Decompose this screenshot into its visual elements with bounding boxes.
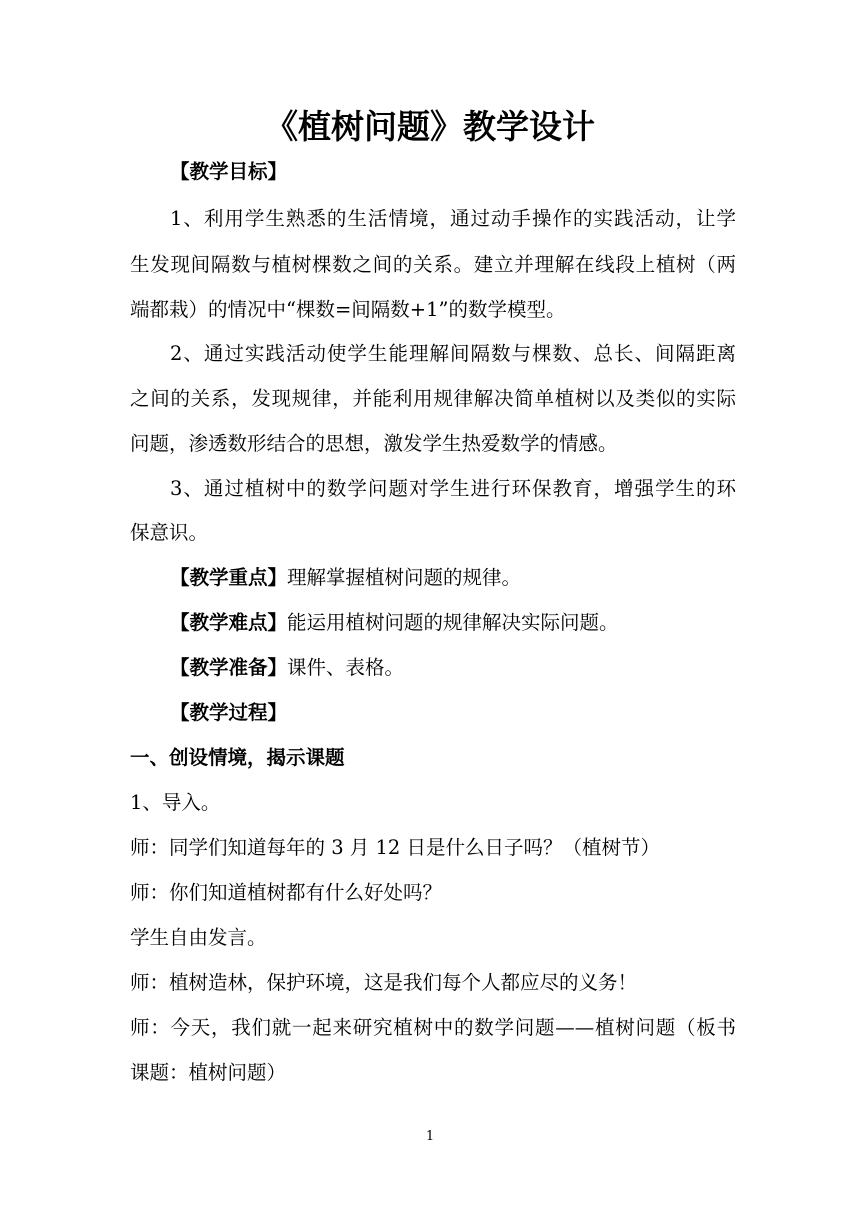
objective-2-line-3: 问题，渗透数形结合的思想，激发学生热爱数学的情感。	[130, 432, 618, 455]
process-line-1: 1、导入。	[130, 791, 221, 814]
process-line-4: 学生自由发言。	[130, 926, 267, 949]
objective-1-line-3: 端都栽）的情况中“棵数=间隔数+1”的数学模型。	[130, 298, 566, 321]
difficulty-heading: 【教学难点】	[170, 611, 288, 634]
process-heading: 【教学过程】	[170, 701, 288, 724]
objective-3-line-1: 3、通过植树中的数学问题对学生进行环保教育，增强学生的环	[170, 477, 736, 500]
process-line-2: 师：同学们知道每年的 3 月 12 日是什么日子吗？（植树节）	[130, 836, 661, 859]
document-title: 《植树问题》教学设计	[265, 107, 595, 146]
key-point-row	[170, 563, 776, 593]
key-point-text: 理解掌握植树问题的规律。	[287, 566, 522, 589]
difficulty-row	[170, 608, 776, 638]
process-line-6: 师：今天，我们就一起来研究植树中的数学问题——植树问题（板书	[130, 1016, 736, 1039]
objective-1-line-2: 生发现间隔数与植树棵数之间的关系。建立并理解在线段上植树（两	[130, 253, 736, 276]
objective-1-line-1: 1、利用学生熟悉的生活情境，通过动手操作的实践活动，让学	[170, 207, 736, 230]
process-line-7: 课题：植树问题）	[130, 1061, 287, 1084]
objectives-heading: 【教学目标】	[170, 160, 288, 183]
preparation-heading: 【教学准备】	[170, 656, 288, 679]
page-number: 1	[425, 1129, 435, 1144]
difficulty-text: 能运用植树问题的规律解决实际问题。	[287, 611, 619, 634]
preparation-text: 课件、表格。	[287, 656, 405, 679]
process-line-5: 师：植树造林，保护环境，这是我们每个人都应尽的义务！	[130, 971, 638, 994]
objective-2-line-2: 之间的关系，发现规律，并能利用规律解决简单植树以及类似的实际	[130, 387, 736, 410]
section-1-heading: 一、创设情境，揭示课题	[130, 746, 345, 769]
key-point-heading: 【教学重点】	[170, 566, 288, 589]
process-line-3: 师：你们知道植树都有什么好处吗？	[130, 881, 443, 904]
objective-3-line-2: 保意识。	[130, 521, 209, 544]
objective-2-line-1: 2、通过实践活动使学生能理解间隔数与棵数、总长、间隔距离	[170, 342, 736, 365]
preparation-row	[170, 653, 776, 683]
